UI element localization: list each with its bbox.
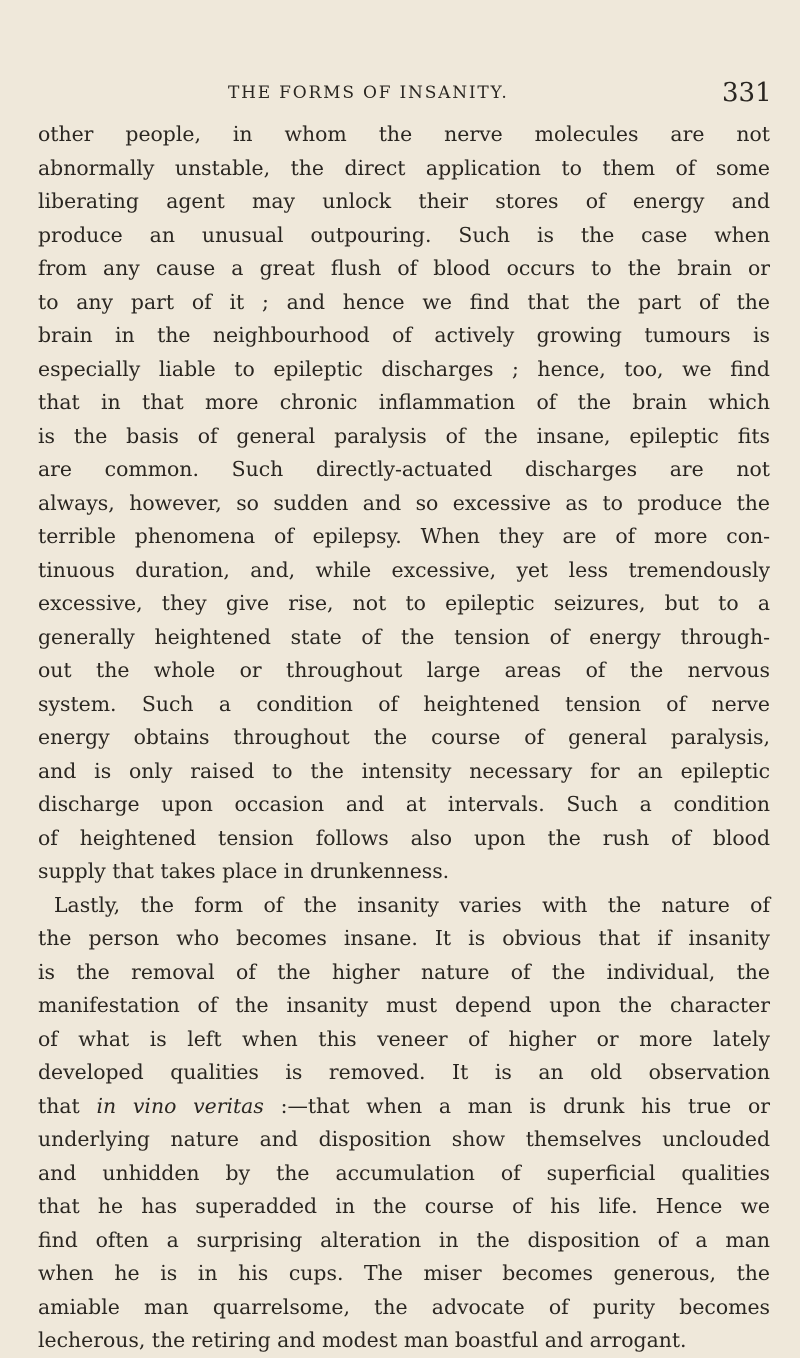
text-line: terrible phenomena of epilepsy. When they are of more con-: [38, 524, 770, 548]
text-line: the person who becomes insane. It is obvious that if insanity: [38, 926, 770, 950]
body-text: [38, 118, 770, 1358]
text-line: excessive, they give rise, not to epileptic seizures, but to a: [38, 591, 770, 615]
text-line: especially liable to epileptic discharges ; hence, too, we find: [38, 356, 770, 381]
text-line: that he has superadded in the course of his life. Hence we: [38, 1194, 770, 1218]
text-line: of what is left when this veneer of higher or more lately: [38, 1026, 770, 1051]
text-line: are common. Such directly-actuated discharges are not: [38, 457, 770, 481]
text-line: generally heightened state of the tension of energy through-: [38, 624, 770, 649]
page-number: 331: [722, 78, 772, 108]
text-line: discharge upon occasion and at intervals. Such a condition: [38, 792, 770, 816]
text-line: out the whole or throughout large areas of the nervous: [38, 658, 770, 682]
text-line: always, however, so sudden and so excessive as to produce the: [38, 490, 770, 515]
text-line: brain in the neighbourhood of actively growing tumours is: [38, 323, 770, 347]
text-fragment: that: [38, 1093, 80, 1118]
text-line: is the removal of the higher nature of the individual, the: [38, 959, 770, 984]
text-line: from any cause a great flush of blood occurs to the brain or: [38, 256, 770, 280]
text-line: is the basis of general paralysis of the insane, epileptic fits: [38, 423, 770, 448]
text-line: tinuous duration, and, while excessive, yet less tremendously: [38, 557, 770, 582]
text-line: energy obtains throughout the course of general paralysis,: [38, 725, 770, 749]
text-line: lecherous, the retiring and modest man boastful and arrogant.: [38, 1328, 687, 1352]
paragraph-start-line: Lastly, the form of the insanity varies with the nature of: [54, 892, 770, 917]
text-line: abnormally unstable, the direct application to them of some: [38, 155, 770, 180]
text-line: and unhidden by the accumulation of superficial qualities: [38, 1160, 770, 1185]
latin-phrase: in vino veritas: [96, 1093, 264, 1118]
text-line: developed qualities is removed. It is an old observation: [38, 1060, 770, 1084]
text-line: of heightened tension follows also upon the rush of blood: [38, 825, 770, 850]
text-line: and is only raised to the intensity necessary for an epileptic: [38, 758, 770, 783]
paragraph-end-line: supply that takes place in drunkenness.: [38, 859, 450, 883]
text-line: find often a surprising alteration in the disposition of a man: [38, 1227, 770, 1252]
running-head: [0, 78, 800, 108]
text-line-with-quote: [38, 1090, 770, 1124]
text-line: liberating agent may unlock their stores of energy and: [38, 189, 770, 213]
running-head-title: THE FORMS OF INSANITY.: [228, 83, 509, 103]
text-line: to any part of it ; and hence we find that the part of the: [38, 289, 770, 314]
text-fragment: :—that when a man is drunk his true or: [280, 1093, 770, 1118]
text-line: that in that more chronic inflammation of the brain which: [38, 390, 770, 414]
text-line: when he is in his cups. The miser becomes generous, the: [38, 1261, 770, 1285]
text-line: underlying nature and disposition show themselves unclouded: [38, 1127, 770, 1151]
text-line: produce an unusual outpouring. Such is the case when: [38, 222, 770, 247]
text-line: system. Such a condition of heightened tension of nerve: [38, 691, 770, 716]
text-line: amiable man quarrelsome, the advocate of purity becomes: [38, 1294, 770, 1319]
text-line: other people, in whom the nerve molecules are not: [38, 122, 770, 146]
text-line: manifestation of the insanity must depend upon the character: [38, 993, 770, 1017]
